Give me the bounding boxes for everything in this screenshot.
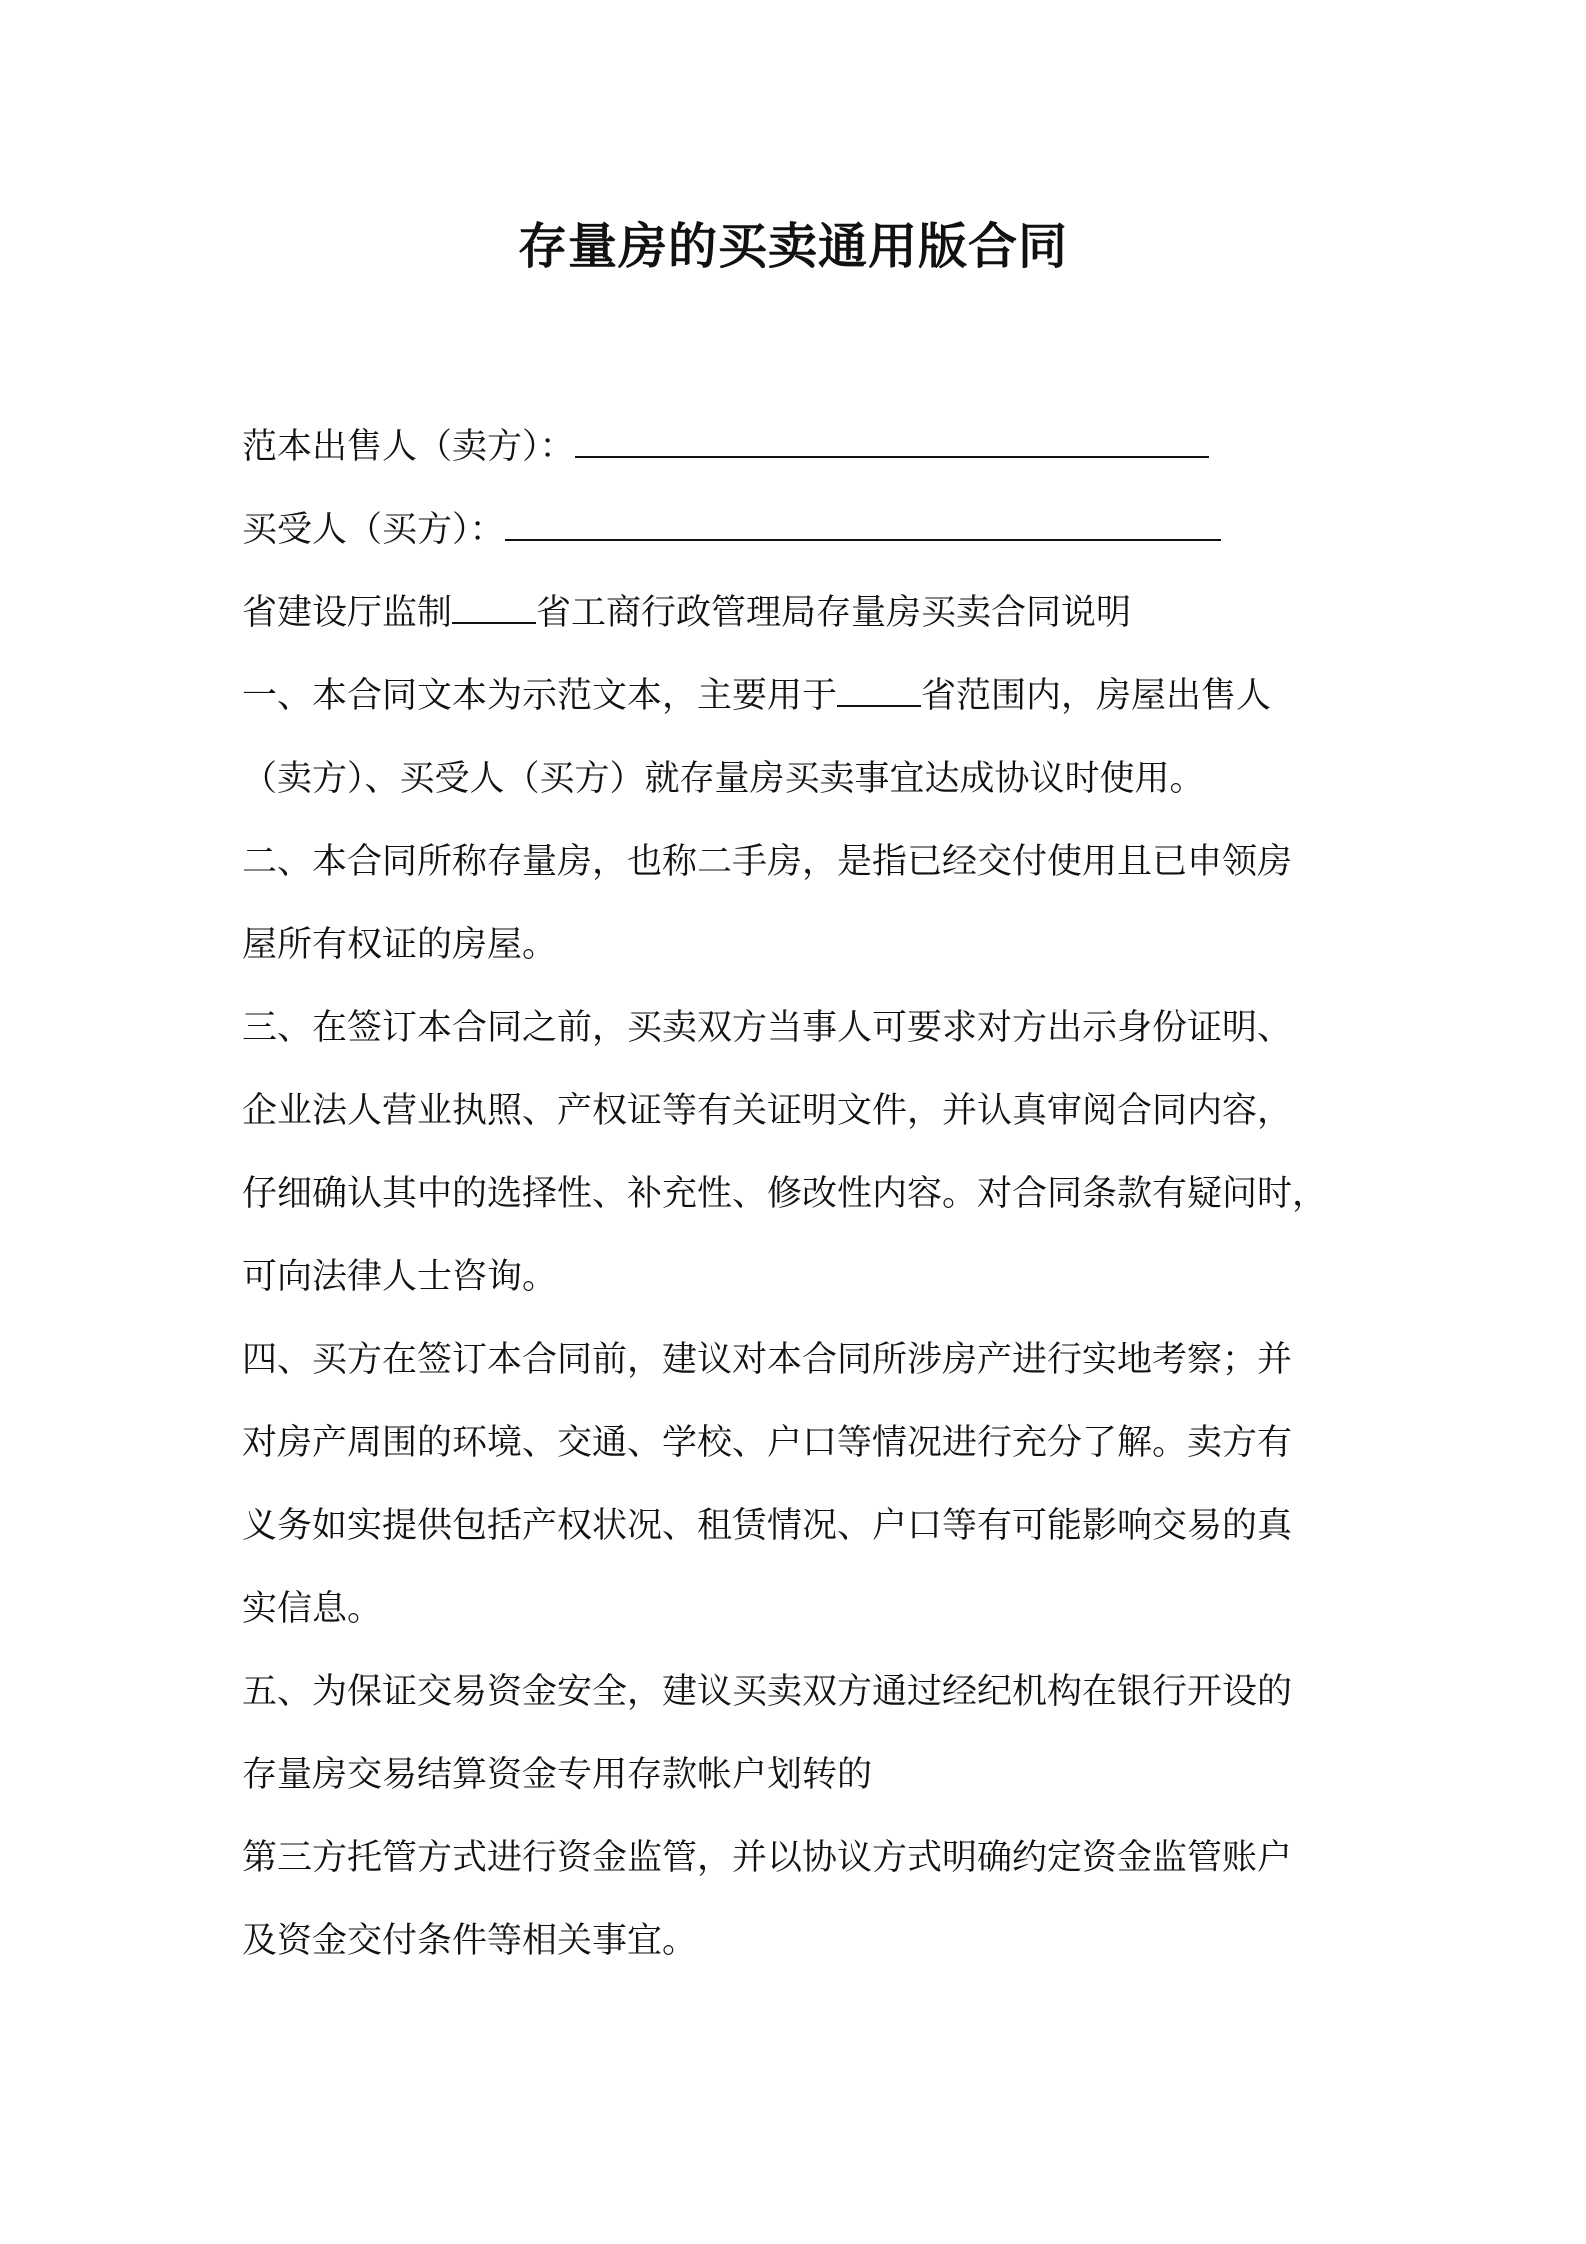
item5-line4: 及资金交付条件等相关事宜。 [242, 1921, 698, 1961]
item5-line2: 存量房交易结算资金专用存款帐户划转的 [242, 1755, 873, 1795]
item4-line3: 义务如实提供包括产权状况、租赁情况、户口等有可能影响交易的真 [242, 1506, 1293, 1546]
item5-line3: 第三方托管方式进行资金监管，并以协议方式明确约定资金监管账户 [242, 1838, 1293, 1878]
item2-line2: 屋所有权证的房屋。 [242, 925, 558, 965]
buyer-label: 买受人（买方）： [242, 510, 505, 550]
item3-line4: 可向法律人士咨询。 [242, 1257, 558, 1297]
supervision-pre: 省建设厅监制 [242, 593, 453, 633]
supervision-post: 省工商行政管理局存量房买卖合同说明 [536, 593, 1132, 633]
item4-line1: 四、买方在签订本合同前，建议对本合同所涉房产进行实地考察；并 [242, 1340, 1293, 1380]
item3-line2: 企业法人营业执照、产权证等有关证明文件，并认真审阅合同内容， [242, 1091, 1293, 1131]
item1-line2: （卖方）、买受人（买方）就存量房买卖事宜达成协议时使用。 [242, 759, 1205, 799]
item3-line1: 三、在签订本合同之前，买卖双方当事人可要求对方出示身份证明、 [242, 1008, 1293, 1048]
supervision-line [242, 572, 1358, 655]
province-blank [452, 592, 536, 624]
buyer-line [242, 489, 1358, 572]
document-body [242, 406, 1358, 1983]
item1-line1-post: 省范围内，房屋出售人 [921, 676, 1272, 716]
seller-blank [575, 426, 1209, 458]
item1-line1 [242, 655, 1358, 738]
item4-line2: 对房产周围的环境、交通、学校、户口等情况进行充分了解。卖方有 [242, 1423, 1293, 1463]
item4-line4: 实信息。 [242, 1589, 383, 1629]
seller-label: 范本出售人（卖方）： [242, 427, 575, 467]
seller-line [242, 406, 1358, 489]
item2-line1: 二、本合同所称存量房，也称二手房，是指已经交付使用且已申领房 [242, 842, 1293, 882]
document-title: 存量房的买卖通用版合同 [517, 218, 1068, 275]
buyer-blank [505, 509, 1221, 541]
item5-line1: 五、为保证交易资金安全，建议买卖双方通过经纪机构在银行开设的 [242, 1672, 1293, 1712]
item3-line3: 仔细确认其中的选择性、补充性、修改性内容。对合同条款有疑问时， [242, 1174, 1328, 1214]
item1-line1-pre: 一、本合同文本为示范文本，主要用于 [242, 676, 838, 716]
province-blank-2 [837, 675, 921, 707]
